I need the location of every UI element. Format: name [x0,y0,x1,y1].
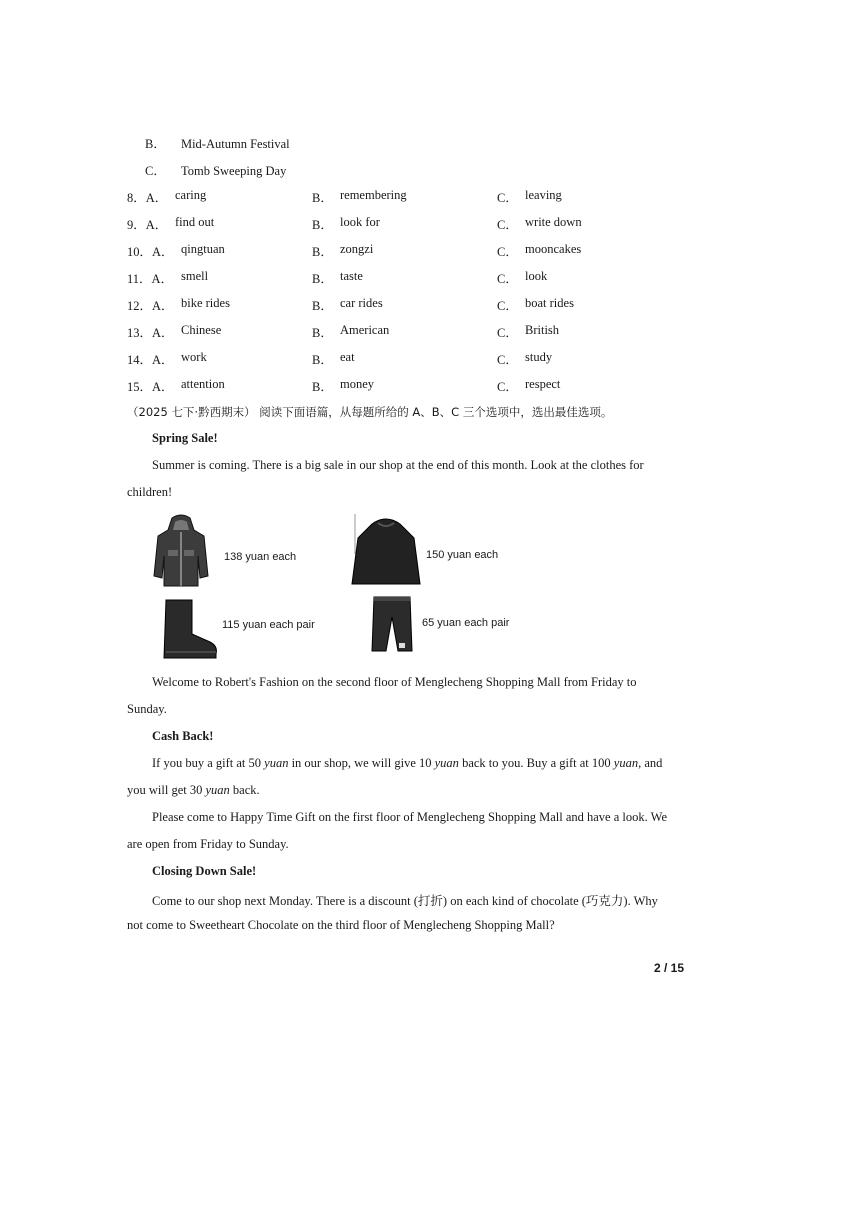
option-c-text: look [525,269,548,283]
text-span: yuan [434,756,459,770]
text-span: back to you. Buy a gift at 100 [458,756,614,770]
option-b-text: eat [340,350,355,364]
section-instruction: （2025 七下·黔西期末） 阅读下面语篇，从每题所给的 A、B、C 三个选项中，选出最佳选项。 [127,405,613,419]
option-c-continued [145,161,286,179]
coat-image [150,514,212,590]
question-number: 14．A． [127,353,174,367]
option-b-letter: B． [312,272,333,286]
option-b-text: zongzi [340,242,374,256]
ad1-welcome-line-1: Welcome to Robert's Fashion on the second floor of Menglecheng Shopping Mall from Friday to [152,675,637,689]
text-span: If you buy a gift at 50 [152,756,265,770]
option-letter: B． [145,137,166,151]
option-b-letter: B． [312,326,333,340]
ad-title-cash-back: Cash Back! [152,729,214,743]
option-a-text: work [181,350,207,364]
option-c-letter: C． [497,353,518,367]
option-c-text: British [525,323,560,337]
option-c-letter: C． [497,191,518,205]
ad1-welcome-line-2: Sunday. [127,702,167,716]
ad2-text-line-1 [152,756,662,771]
text-span: yuan [264,756,289,770]
option-b-letter: B． [312,191,333,205]
option-c-text: write down [525,215,582,229]
text-span: yuan [613,756,639,770]
text-span: you will get 30 [127,783,206,797]
option-a-text: find out [175,215,215,229]
text-span: , and [638,756,663,770]
option-b-text: money [340,377,375,391]
option-c-letter: C． [497,245,518,259]
question-number: 15．A． [127,380,174,394]
option-c-text: mooncakes [525,242,582,256]
option-a-text: attention [181,377,225,391]
option-b-letter: B． [312,299,333,313]
ad1-text-line-2: children! [127,485,173,499]
option-b-text: American [340,323,390,337]
option-c-letter: C． [497,299,518,313]
option-a-text: smell [181,269,209,283]
option-c-text: leaving [525,188,562,202]
question-number: 12．A． [127,299,174,313]
option-b-continued [145,134,290,152]
option-b-letter: B． [312,218,333,232]
option-c-text: boat rides [525,296,574,310]
option-c-letter: C． [497,326,518,340]
price-coat: 138 yuan each [224,551,297,563]
option-c-letter: C． [497,218,518,232]
text-span: in our shop, we will give 10 [288,756,435,770]
ad2-para2-line-1: Please come to Happy Time Gift on the first floor of Menglecheng Shopping Mall and have a look. We [152,810,667,824]
page-number: 2 / 15 [654,961,685,975]
option-letter: C． [145,164,166,178]
pants-image [370,595,414,657]
question-number: 11．A． [127,272,174,286]
ad3-text-line-1: Come to our shop next Monday. There is a discount (打折) on each kind of chocolate (巧克力). Why [152,894,658,908]
question-number: 8．A． [127,191,168,205]
option-b-text: car rides [340,296,383,310]
text-span: back. [229,783,260,797]
ad-title-closing-down: Closing Down Sale! [152,864,257,878]
option-text: Mid-Autumn Festival [180,137,290,151]
option-b-text: remembering [340,188,407,202]
question-number: 9．A． [127,218,168,232]
question-number: 10．A． [127,245,174,259]
option-b-letter: B． [312,380,333,394]
option-b-text: look for [340,215,380,229]
option-c-text: study [525,350,553,364]
option-c-letter: C． [497,380,518,394]
ad-title-spring-sale: Spring Sale! [152,431,218,445]
dress-image [350,514,422,588]
ad2-para2-line-2: are open from Friday to Sunday. [127,837,289,851]
price-dress: 150 yuan each [426,549,499,561]
option-a-text: qingtuan [181,242,225,256]
option-c-text: respect [525,377,561,391]
option-a-text: caring [175,188,207,202]
option-b-letter: B． [312,353,333,367]
ad2-text-line-2 [127,783,260,798]
option-b-text: taste [340,269,363,283]
option-c-letter: C． [497,272,518,286]
ad1-text-line-1: Summer is coming. There is a big sale in our shop at the end of this month. Look at the clothes for [152,458,644,472]
price-boots: 115 yuan each pair [222,619,315,631]
option-b-letter: B． [312,245,333,259]
question-number: 13．A． [127,326,174,340]
boots-image [156,598,220,660]
option-a-text: bike rides [181,296,230,310]
text-span: yuan [205,783,230,797]
ad3-text-line-2: not come to Sweetheart Chocolate on the third floor of Menglecheng Shopping Mall? [127,918,555,932]
price-pants: 65 yuan each pair [422,617,510,629]
option-a-text: Chinese [181,323,222,337]
option-text: Tomb Sweeping Day [180,164,287,178]
